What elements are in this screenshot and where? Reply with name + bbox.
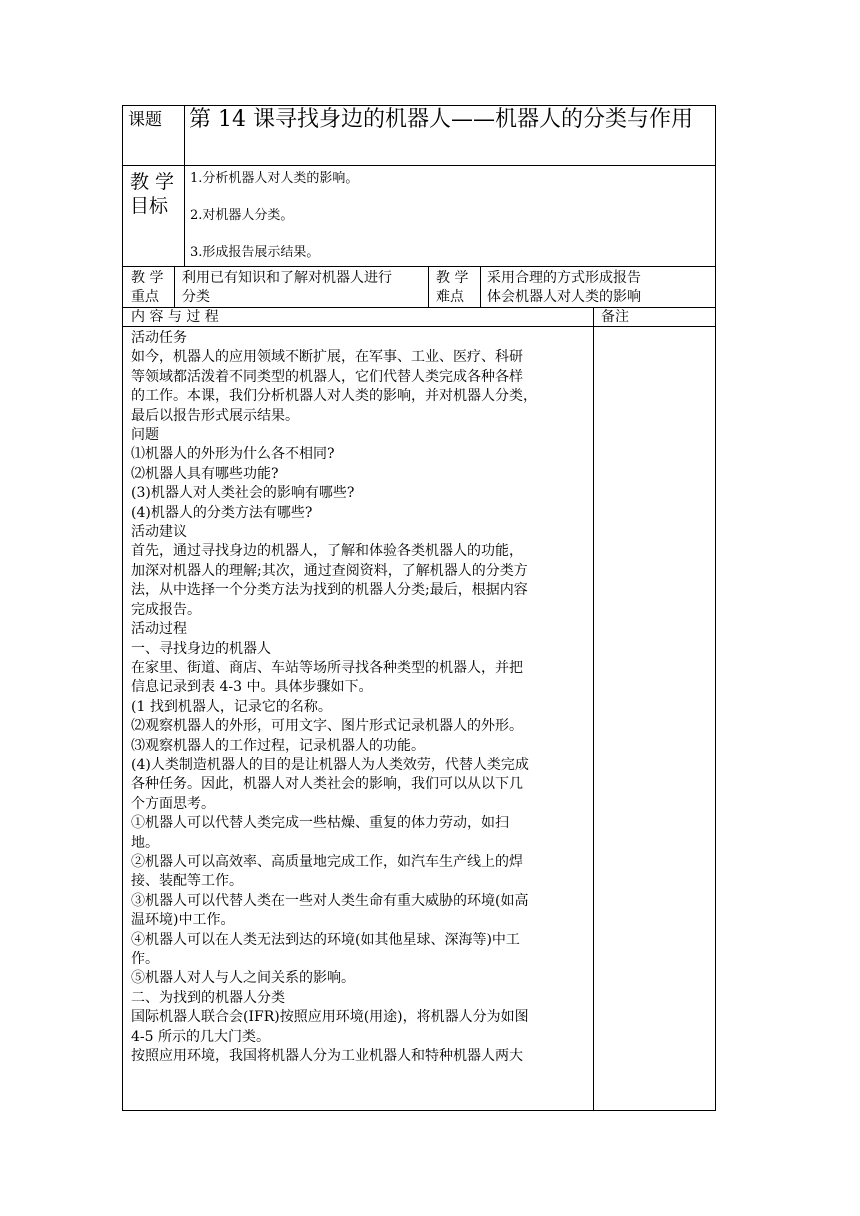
process-line: 一、寻找身边的机器人 bbox=[131, 640, 271, 657]
process-line: 各种任务。因此，机器人对人类社会的影响，我们可以从以下几 bbox=[131, 776, 523, 793]
table-border-bottom bbox=[122, 1110, 716, 1111]
objectives-label-line2: 目标 bbox=[130, 195, 169, 217]
table-border-right bbox=[715, 105, 716, 1111]
difficult-point-label-line1: 教 学 bbox=[436, 270, 469, 286]
process-line: 在家里、街道、商店、车站等场所寻找各种类型的机器人，并把 bbox=[131, 659, 523, 676]
objectives-label-line1: 教 学 bbox=[130, 171, 175, 193]
process-line: 首先，通过寻找身边的机器人，了解和体验各类机器人的功能， bbox=[131, 543, 523, 560]
key-point-label-line2: 重点 bbox=[131, 289, 159, 305]
process-line: 接、装配等工作。 bbox=[131, 873, 243, 890]
table-divider-title bbox=[122, 165, 716, 166]
process-line: 完成报告。 bbox=[131, 601, 201, 618]
process-line: (4)人类制造机器人的目的是让机器人为人类效劳，代替人类完成 bbox=[131, 756, 529, 773]
process-line: 最后以报告形式展示结果。 bbox=[131, 407, 299, 424]
topic-label: 课题 bbox=[128, 110, 162, 130]
difficult-point-content-line2: 体会机器人对人类的影响 bbox=[487, 289, 641, 305]
table-divider-difficult-label bbox=[480, 266, 481, 307]
objective-item-2: 2.对机器人分类。 bbox=[190, 208, 294, 223]
process-line: (3)机器人对人类社会的影响有哪些? bbox=[131, 485, 355, 502]
key-point-content-line2: 分类 bbox=[182, 289, 210, 305]
process-header: 内 容 与 过 程 bbox=[131, 309, 219, 325]
process-line: ⑴机器人的外形为什么各不相同? bbox=[131, 446, 335, 463]
process-line: 活动过程 bbox=[131, 621, 187, 638]
process-line: 个方面思考。 bbox=[131, 795, 215, 812]
process-line: ③机器人可以代替人类在一些对人类生命有重大威胁的环境(如高 bbox=[131, 892, 529, 909]
process-line: 按照应用环境，我国将机器人分为工业机器人和特种机器人两大 bbox=[131, 1048, 523, 1065]
table-border-left bbox=[122, 105, 123, 1111]
process-line: 二、为找到的机器人分类 bbox=[131, 989, 285, 1006]
process-line: 问题 bbox=[131, 427, 159, 444]
lesson-title: 第 14 课寻找身边的机器人——机器人的分类与作用 bbox=[189, 107, 693, 132]
process-line: 4-5 所示的几大门类。 bbox=[131, 1028, 270, 1045]
notes-header: 备注 bbox=[601, 309, 629, 325]
process-line: ①机器人可以代替人类完成一些枯燥、重复的体力劳动，如扫 bbox=[131, 815, 509, 832]
process-line: ⑤机器人对人与人之间关系的影响。 bbox=[131, 970, 355, 987]
table-divider-objectives bbox=[122, 266, 716, 267]
key-point-label-line1: 教 学 bbox=[131, 270, 164, 286]
process-content bbox=[131, 329, 591, 1066]
table-divider-difficult-left bbox=[428, 266, 429, 307]
process-line: 加深对机器人的理解;其次，通过查阅资料，了解机器人的分类方 bbox=[131, 562, 528, 579]
process-line: (4)机器人的分类方法有哪些? bbox=[131, 504, 313, 521]
objective-item-3: 3.形成报告展示结果。 bbox=[190, 245, 320, 260]
process-line: 国际机器人联合会(IFR)按照应用环境(用途)，将机器人分为如图 bbox=[131, 1009, 529, 1026]
process-line: ⑶观察机器人的工作过程，记录机器人的功能。 bbox=[131, 737, 425, 754]
process-line: 地。 bbox=[131, 834, 159, 851]
process-line: ②机器人可以高效率、高质量地完成工作，如汽车生产线上的焊 bbox=[131, 853, 523, 870]
key-point-content-line1: 利用已有知识和了解对机器人进行 bbox=[182, 270, 392, 286]
process-line: ⑵机器人具有哪些功能? bbox=[131, 465, 279, 482]
table-divider-process-header bbox=[122, 326, 716, 327]
process-line: 法，从中选择一个分类方法为找到的机器人分类;最后，根据内容 bbox=[131, 582, 528, 599]
objective-item-1: 1.分析机器人对人类的影响。 bbox=[190, 171, 359, 186]
process-line: ⑵观察机器人的外形，可用文字、图片形式记录机器人的外形。 bbox=[131, 718, 523, 735]
process-line: 的工作。本课，我们分析机器人对人类的影响，并对机器人分类， bbox=[131, 388, 537, 405]
difficult-point-label-line2: 难点 bbox=[436, 289, 464, 305]
table-divider-label-col bbox=[184, 105, 185, 266]
process-line: 活动任务 bbox=[131, 330, 187, 346]
table-divider-notes-col bbox=[593, 307, 594, 1110]
process-line: 等领域都活泼着不同类型的机器人，它们代替人类完成各种各样 bbox=[131, 368, 523, 385]
process-line: 作。 bbox=[131, 951, 159, 967]
process-line: 如今，机器人的应用领域不断扩展，在军事、工业、医疗、科研 bbox=[131, 349, 523, 366]
process-line: 信息记录到表 4-3 中。具体步骤如下。 bbox=[131, 679, 373, 696]
process-line: (1 找到机器人，记录它的名称。 bbox=[131, 698, 332, 715]
process-line: 活动建议 bbox=[131, 524, 187, 541]
process-line: ④机器人可以在人类无法到达的环境(如其他星球、深海等)中工 bbox=[131, 931, 520, 948]
process-line: 温环境)中工作。 bbox=[131, 912, 235, 929]
difficult-point-content-line1: 采用合理的方式形成报告 bbox=[487, 270, 641, 286]
